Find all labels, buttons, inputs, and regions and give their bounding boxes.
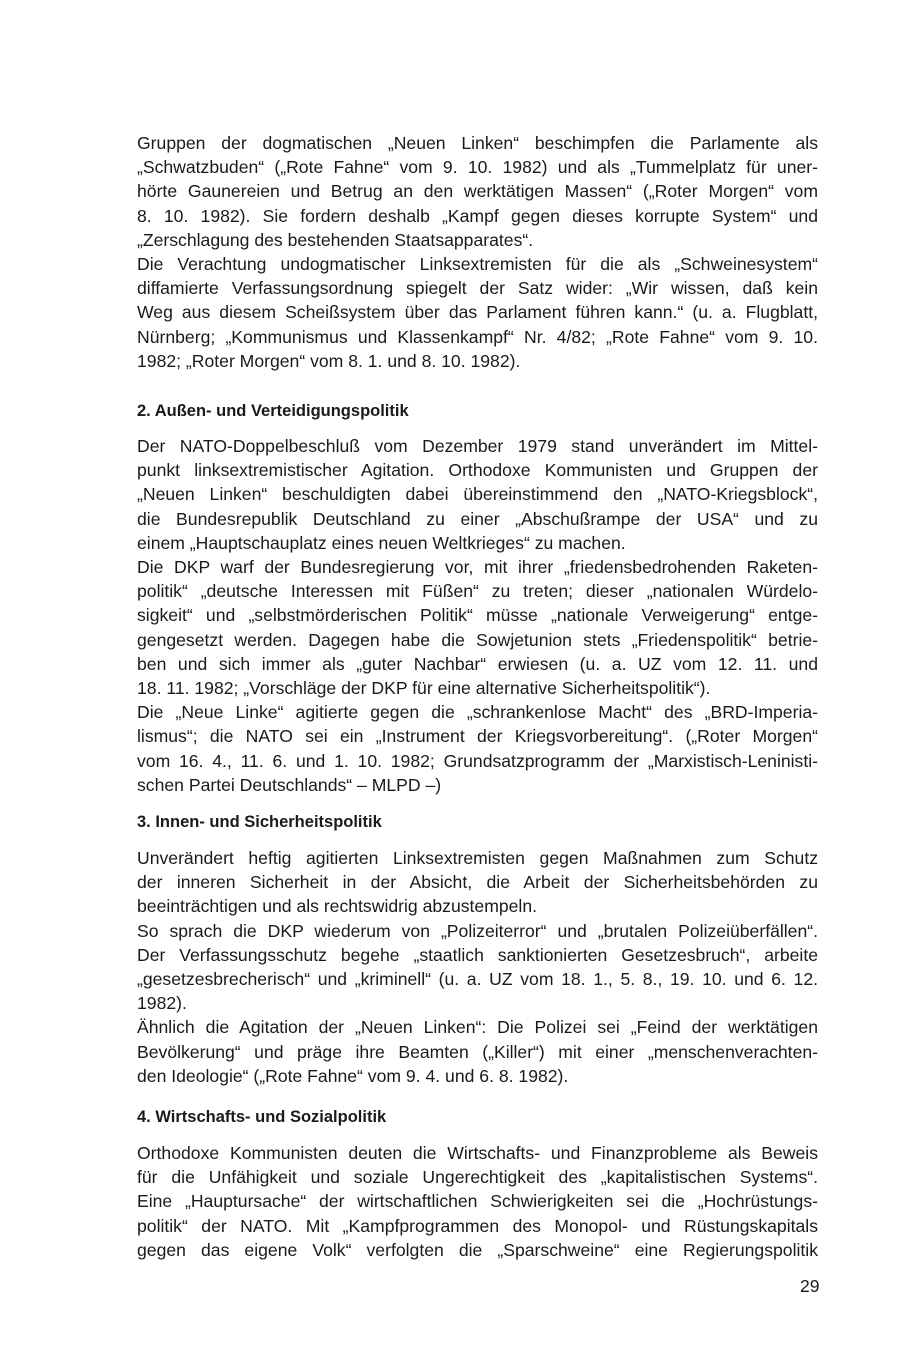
text-line: die Bundesrepublik Deutschland zu einer „Abschußrampe der USA“ und zu: [137, 508, 818, 529]
text-line: 1982; „Roter Morgen“ vom 8. 1. und 8. 10. 1982).: [137, 350, 521, 371]
text-line: „Schwatzbuden“ („Rote Fahne“ vom 9. 10. 1982) und als „Tummelplatz für uner-: [137, 157, 818, 178]
text-line: beeinträchtigen und als rechtswidrig abzustempeln.: [137, 896, 538, 917]
text-line: sigkeit“ und „selbstmörderischen Politik“ müsse „nationale Verweigerung“ entge-: [137, 605, 818, 626]
text-line: Bevölkerung“ und präge ihre Beamten („Killer“) mit einer „menschenverachten-: [137, 1041, 818, 1062]
section-4-text: [137, 1141, 818, 1262]
section-3-text: [137, 846, 818, 1088]
text-line: „gesetzesbrecherisch“ und „kriminell“ (u. a. UZ vom 18. 1., 5. 8., 19. 10. und 6. 12.: [137, 969, 818, 990]
text-line: für die Unfähigkeit und soziale Ungerechtigkeit des „kapitalistischen Systems“.: [137, 1167, 818, 1188]
text-line: Die „Neue Linke“ agitierte gegen die „schrankenlose Macht“ des „BRD-Imperia-: [137, 702, 818, 723]
section-heading: 4. Wirtschafts- und Sozialpolitik: [137, 1108, 387, 1126]
text-line: Eine „Hauptursache“ der wirtschaftlichen Schwierigkeiten sei die „Hochrüstungs-: [137, 1191, 818, 1212]
text-line: gengesetzt werden. Dagegen habe die Sowjetunion stets „Friedenspolitik“ betrie-: [137, 629, 818, 650]
text-line: „Neuen Linken“ beschuldigten dabei übereinstimmend den „NATO-Kriegsblock“,: [137, 484, 818, 505]
section-heading: 3. Innen- und Sicherheitspolitik: [137, 813, 382, 831]
text-line: den Ideologie“ („Rote Fahne“ vom 9. 4. und 6. 8. 1982).: [137, 1065, 569, 1086]
text-line: Nürnberg; „Kommunismus und Klassenkampf“ Nr. 4/82; „Rote Fahne“ vom 9. 10.: [137, 326, 818, 347]
text-line: „Zerschlagung des bestehenden Staatsapparates“.: [137, 229, 534, 250]
text-line: ben und sich immer als „guter Nachbar“ erwiesen (u. a. UZ vom 12. 11. und: [137, 653, 818, 674]
intro-paragraph: [137, 131, 818, 373]
text-line: punkt linksextremistischer Agitation. Orthodoxe Kommunisten und Gruppen der: [137, 460, 818, 481]
text-line: Die DKP warf der Bundesregierung vor, mit ihrer „friedensbedrohenden Raketen-: [137, 557, 818, 578]
text-line: 18. 11. 1982; „Vorschläge der DKP für eine alternative Sicherheitspolitik“).: [137, 678, 711, 699]
text-line: einem „Hauptschauplatz eines neuen Weltkrieges“ zu machen.: [137, 532, 626, 553]
section-2-text: [137, 434, 818, 797]
text-line: Der Verfassungsschutz begehe „staatlich sanktionierten Gesetzesbruch“, arbeite: [137, 944, 818, 965]
text-line: Ähnlich die Agitation der „Neuen Linken“: Die Polizei sei „Feind der werktätigen: [137, 1017, 818, 1038]
text-line: gegen das eigene Volk“ verfolgten die „Sparschweine“ eine Regierungspolitik: [137, 1239, 818, 1260]
text-line: politik“ „deutsche Interessen mit Füßen“ zu treten; dieser „nationalen Würdelo-: [137, 581, 818, 602]
text-line: Unverändert heftig agitierten Linksextremisten gegen Maßnahmen zum Schutz: [137, 848, 818, 868]
text-line: 8. 10. 1982). Sie fordern deshalb „Kampf gegen dieses korrupte System“ und: [137, 205, 818, 226]
text-line: 1982).: [137, 993, 187, 1014]
text-line: Weg aus diesem Scheißsystem über das Parlament führen kann.“ (u. a. Flugblatt,: [137, 302, 818, 323]
text-line: Gruppen der dogmatischen „Neuen Linken“ beschimpfen die Parlamente als: [137, 133, 818, 153]
text-line: schen Partei Deutschlands“ – MLPD –): [137, 774, 442, 795]
text-line: diffamierte Verfassungsordnung spiegelt der Satz wider: „Wir wissen, daß kein: [137, 278, 818, 299]
section-heading: 2. Außen- und Verteidigungspolitik: [137, 402, 409, 420]
text-line: Der NATO-Doppelbeschluß vom Dezember 1979 stand unverändert im Mittel-: [137, 436, 818, 456]
text-line: der inneren Sicherheit in der Absicht, die Arbeit der Sicherheitsbehörden zu: [137, 872, 818, 893]
text-line: hörte Gaunereien und Betrug an den werktätigen Massen“ („Roter Morgen“ vom: [137, 181, 818, 202]
text-line: politik“ der NATO. Mit „Kampfprogrammen des Monopol- und Rüstungskapitals: [137, 1215, 818, 1236]
text-line: Orthodoxe Kommunisten deuten die Wirtschafts- und Finanzprobleme als Beweis: [137, 1143, 818, 1163]
text-line: lismus“; die NATO sei ein „Instrument der Kriegsvorbereitung“. („Roter Morgen“: [137, 726, 818, 747]
text-line: So sprach die DKP wiederum von „Polizeiterror“ und „brutalen Polizeiüberfällen“.: [137, 920, 818, 941]
page-number: 29: [800, 1276, 820, 1296]
text-line: Die Verachtung undogmatischer Linksextremisten für die als „Schweinesystem“: [137, 254, 818, 275]
text-line: vom 16. 4., 11. 6. und 1. 10. 1982; Grundsatzprogramm der „Marxistisch-Leninisti-: [137, 750, 818, 771]
